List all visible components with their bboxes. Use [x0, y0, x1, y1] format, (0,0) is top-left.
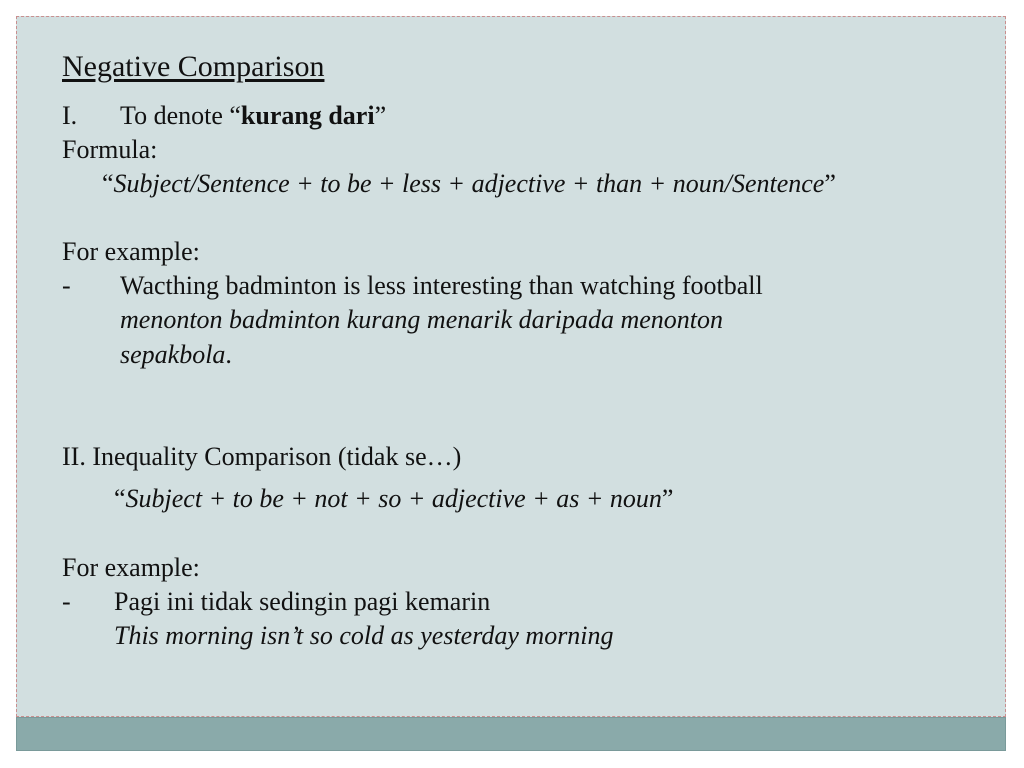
section1-heading-bold: kurang dari [240, 101, 375, 130]
bullet-2: - [62, 587, 71, 616]
section1-number: I. [62, 101, 78, 130]
formula-2: “Subject + to be + not + so + adjective + as + noun” [114, 484, 674, 513]
example-label-2: For example: [62, 553, 200, 582]
formula-label: Formula: [62, 135, 158, 164]
section2-heading: II. Inequality Comparison (tidak se…) [62, 442, 462, 471]
example-1-english: Wacthing badminton is less interesting than watching football [120, 271, 763, 300]
slide-title: Negative Comparison [62, 50, 325, 83]
formula-1: “Subject/Sentence + to be + less + adjective + than + noun/Sentence” [102, 169, 836, 198]
example-2-indonesian: Pagi ini tidak sedingin pagi kemarin [114, 587, 491, 616]
footer-band [16, 717, 1006, 751]
section1-heading: To denote “kurang dari” [120, 101, 387, 130]
example-1-indonesian-line1: menonton badminton kurang menarik daripada menonton [120, 305, 724, 334]
example-2-english: This morning isn’t so cold as yesterday morning [114, 621, 614, 650]
example-label-1: For example: [62, 237, 200, 266]
example-1-indonesian-line2: sepakbola. [120, 340, 232, 369]
bullet-1: - [62, 271, 71, 300]
